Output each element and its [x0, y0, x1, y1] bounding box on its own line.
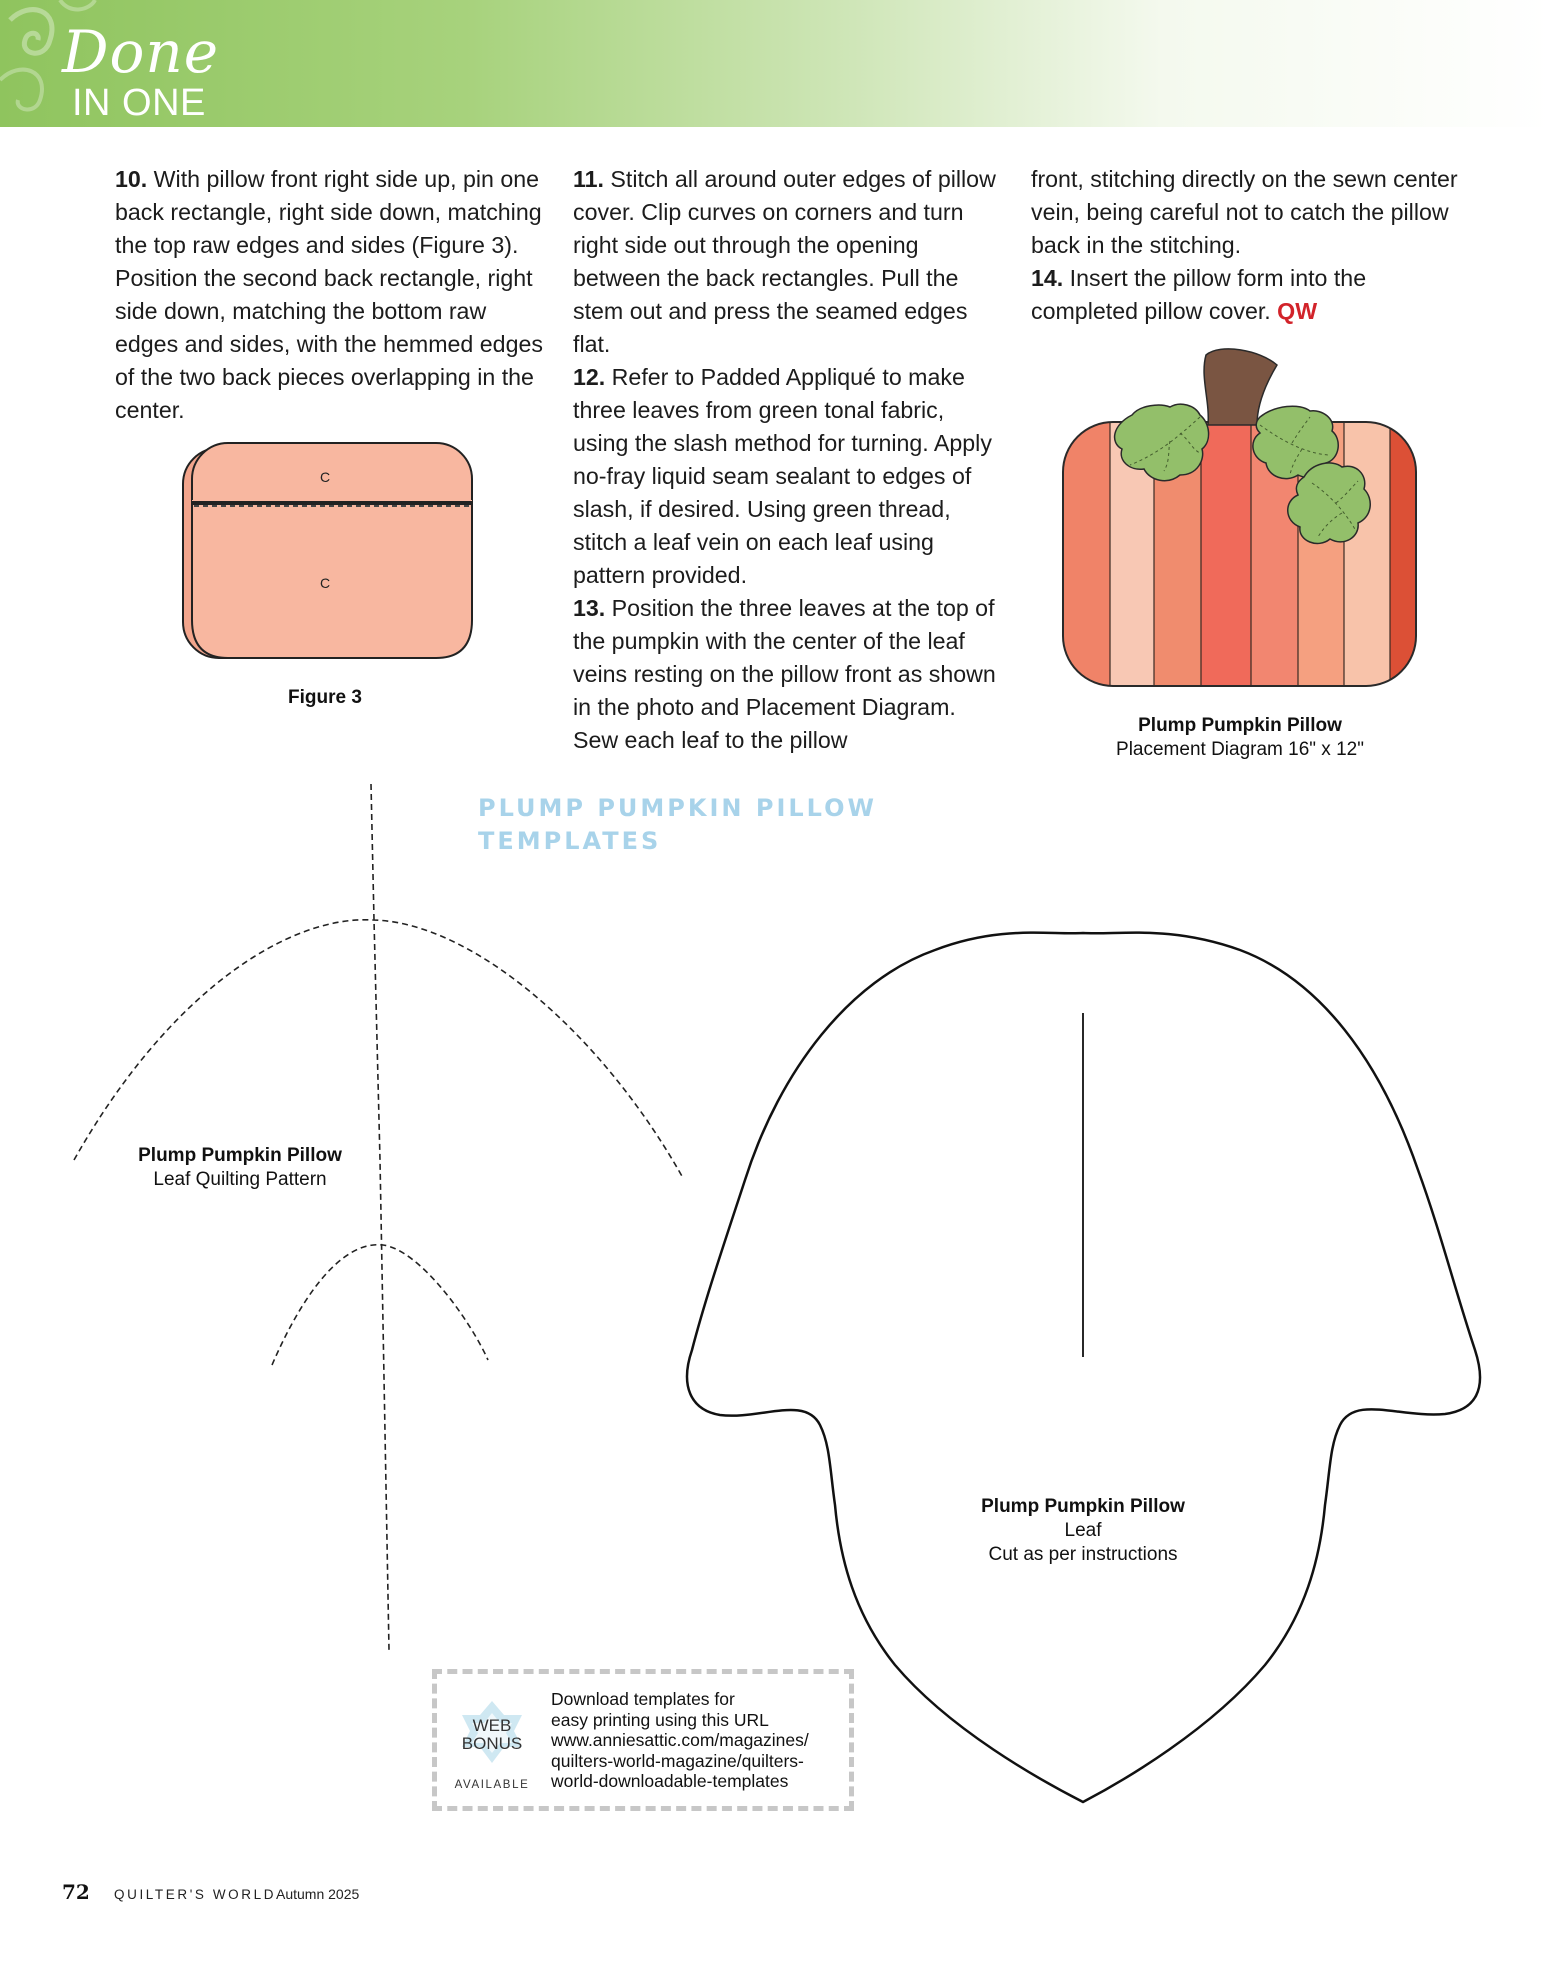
step-number: 12.	[573, 364, 606, 390]
templates-heading-line1: PLUMP PUMPKIN PILLOW	[478, 794, 877, 822]
step-text: Refer to Padded Appliqué to make three leaves from green tonal fabric, using the slash method for turning. Apply no-fray liquid seam sealant to edges of slash, if desired. Using green thread, stitch a leaf vein on each leaf using pattern provided.	[573, 364, 992, 588]
magazine-name: QUILTER'S WORLD	[114, 1887, 277, 1902]
issue-date: Autumn 2025	[276, 1886, 360, 1902]
figure-3-caption: Figure 3	[288, 687, 362, 708]
step-text: Position the three leaves at the top of the pumpkin with the center of the leaf veins resting on the pillow front as shown in the photo and Placement Diagram. Sew each leaf to the pillow	[573, 595, 996, 753]
step-number: 13.	[573, 595, 606, 621]
page-number: 72	[62, 1880, 90, 1904]
step-text: With pillow front right side up, pin one back rectangle, right side down, matching the top raw edges and sides (Figure 3). Position the second back rectangle, right side down, matching the bottom raw edges and sides, with the hemmed edges of the two back pieces overlapping in the center.	[115, 166, 543, 423]
quilting-pattern-subtitle: Leaf Quilting Pattern	[153, 1169, 327, 1190]
quilting-pattern-title: Plump Pumpkin Pillow	[138, 1145, 342, 1166]
step-text: Stitch all around outer edges of pillow cover. Clip curves on corners and turn right side out through the opening between the back rectangles. Pull the stem out and press the seamed edges flat.	[573, 166, 996, 357]
qw-end-mark: QW	[1277, 298, 1318, 324]
step-number: 14.	[1031, 265, 1064, 291]
web-bonus-text	[551, 1689, 851, 1792]
web-bonus-line: Download templates for	[551, 1689, 735, 1709]
web-bonus-badge-line3: AVAILABLE	[454, 1779, 530, 1791]
templates-heading-line2: TEMPLATES	[478, 827, 662, 855]
placement-subtitle: Placement Diagram 16" x 12"	[1116, 739, 1364, 760]
step-text: Insert the pillow form into the completed pillow cover.	[1031, 265, 1367, 324]
header-done-title: Done	[62, 18, 220, 86]
web-bonus-badge-line1: WEB	[472, 1716, 512, 1735]
web-bonus-url-line: quilters-world-magazine/quilters-	[551, 1750, 804, 1771]
step-13-continued: front, stitching directly on the sewn center vein, being careful not to catch the pillow back in the stitching.	[1031, 166, 1458, 258]
header-in-one-title: IN ONE	[72, 82, 206, 124]
leaf-template-title: Plump Pumpkin Pillow	[981, 1496, 1185, 1517]
step-number: 11.	[573, 166, 604, 192]
step-number: 10.	[115, 166, 148, 192]
leaf-template-line3: Cut as per instructions	[988, 1544, 1178, 1565]
web-bonus-url-line: www.anniesattic.com/magazines/	[551, 1730, 809, 1750]
placement-title: Plump Pumpkin Pillow	[1138, 715, 1342, 736]
leaf-template-line2: Leaf	[1064, 1520, 1102, 1541]
web-bonus-url-line: world-downloadable-templates	[551, 1771, 789, 1791]
figure-3-label-top: C	[319, 469, 331, 485]
web-bonus-badge-line2: BONUS	[461, 1734, 523, 1753]
leaf-template-caption	[952, 1495, 1214, 1567]
figure-3-label-bottom: C	[319, 575, 331, 591]
web-bonus-badge-icon	[452, 1695, 532, 1799]
web-bonus-line: easy printing using this URL	[551, 1709, 769, 1730]
